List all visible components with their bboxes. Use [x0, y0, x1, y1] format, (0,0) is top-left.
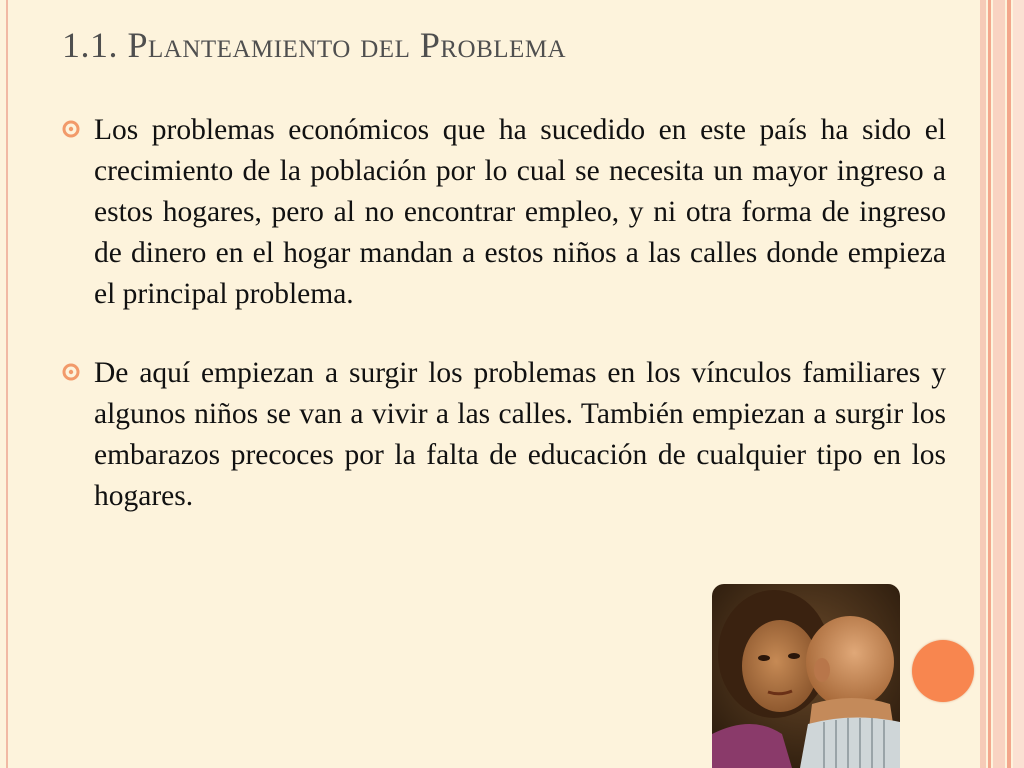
- right-decorative-stripe: [980, 0, 986, 768]
- photo-girl-with-baby: [712, 584, 900, 768]
- bullet-text: De aquí empiezan a surgir los problemas en los vínculos familiares y algunos niños se van a vivir a las calles. También empiezan a surgir los embarazos precoces por la falta de educación de cualquier tipo en los hogares.: [94, 357, 946, 512]
- bullet-item: [62, 353, 946, 517]
- slide-title: 1.1. Planteamiento del Problema: [62, 25, 567, 65]
- left-border-line: [6, 0, 8, 768]
- orange-ring-bullet-icon: [62, 120, 80, 138]
- right-decorative-stripe: [993, 0, 1005, 768]
- orange-circle-decoration: [912, 640, 974, 702]
- bullet-text: Los problemas económicos que ha sucedido en este país ha sido el crecimiento de la población por lo cual se necesita un mayor ingreso a estos hogares, pero al no encontrar empleo, y ni otra forma de ingreso de dinero en el hogar mandan a estos niños a las calles donde empieza el principal problema.: [94, 114, 946, 310]
- bullet-list: [62, 110, 946, 555]
- orange-ring-bullet-icon: [62, 363, 80, 381]
- right-decorative-stripe: [988, 0, 991, 768]
- bullet-item: [62, 110, 946, 315]
- right-decorative-stripe: [1007, 0, 1011, 768]
- right-decorative-stripe: [1013, 0, 1024, 768]
